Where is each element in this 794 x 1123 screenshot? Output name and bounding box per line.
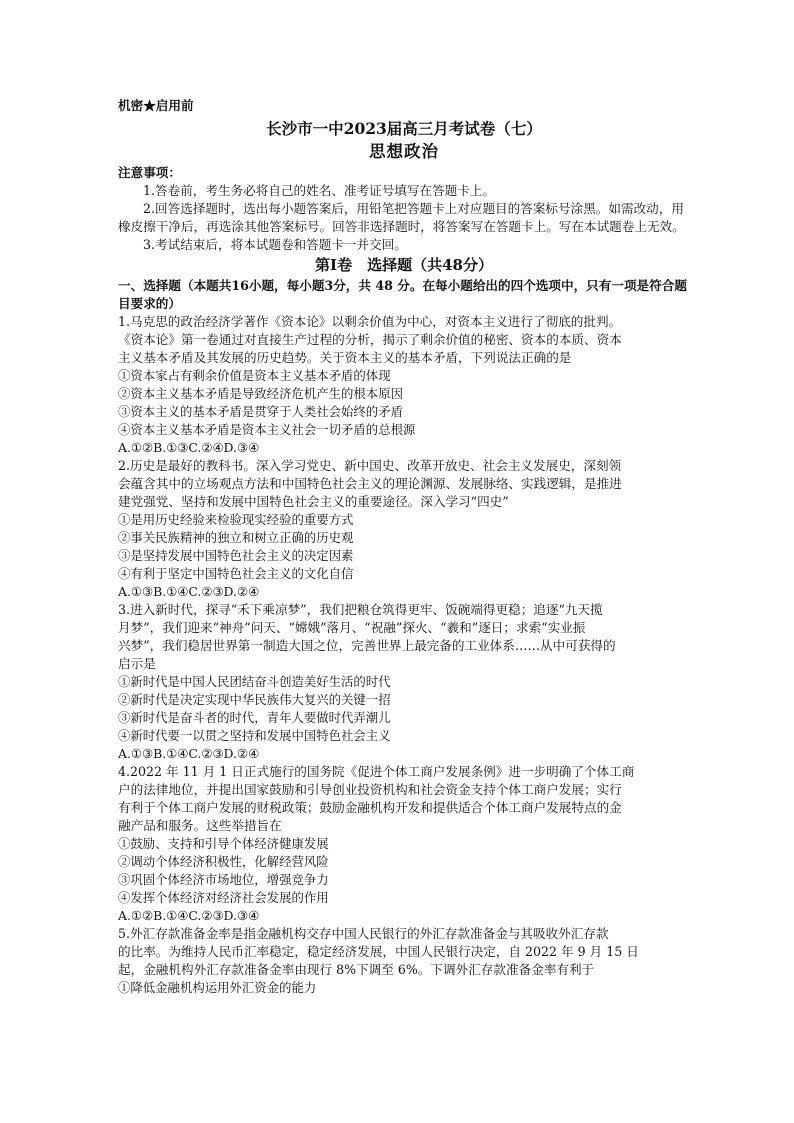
question-option: ①是用历史经验来检验现实经验的重要方式 (118, 512, 354, 527)
question-option: ③巩固个体经济市场地位，增强竞争力 (118, 872, 329, 887)
confidential-label: 机密★启用前 (118, 98, 194, 113)
question-stem-line: 启示是 (118, 656, 156, 671)
question-stem-line: 户的法律地位，并提出国家鼓励和引导创业投资机构和社会资金支持个体工商户发展；实行 (118, 782, 622, 797)
question-option: ①新时代是中国人民团结奋斗创造美好生活的时代 (118, 674, 391, 689)
question-stem-line: 主义基本矛盾及其发展的历史趋势。关于资本主义的基本矛盾，下列说法正确的是 (118, 350, 572, 365)
question-stem-line: 月梦”，我们迎来“神舟”问天、“嫦娥”落月、“祝融”探火、“羲和”逐日；求索“实业振 (118, 620, 586, 635)
question-stem-line: 会蕴含其中的立场观点方法和中国特色社会主义的理论渊源、发展脉络、实践逻辑，是推进 (118, 476, 622, 491)
section-title: 第Ⅰ卷 选择题（共48分） (315, 256, 493, 274)
question-option: ②调动个体经济积极性，化解经营风险 (118, 854, 329, 869)
exam-title: 长沙市一中2023届高三月考试卷（七） (266, 119, 542, 138)
question-option: ②资本主义基本矛盾是导致经济危机产生的根本原因 (118, 386, 403, 401)
answer-choices: A.①②B.①③C.②④D.③④ (118, 440, 260, 455)
question-stem-line: 起，金融机构外汇存款准备金率由现行 8%下调至 6%。下调外汇存款准备金率有利于 (118, 962, 595, 977)
question-stem-line: 2.历史是最好的教科书。深入学习党史、新中国史、改革开放史、社会主义发展史，深刻领 (118, 458, 622, 473)
question-2 (118, 457, 690, 601)
question-option: ②新时代是决定实现中华民族伟大复兴的关键一招 (118, 692, 391, 707)
question-stem-line: 3.进入新时代，探寻“禾下乘凉梦”，我们把粮仓筑得更牢、饭碗端得更稳；追逐“九天揽 (118, 602, 603, 617)
section-instruction: 一、选择题（本题共16小题，每小题3分，共 48 分。在每小题给出的四个选项中，只有一项是符合题目要求的） (118, 278, 687, 311)
question-option: ④资本主义基本矛盾是资本主义社会一切矛盾的总根源 (118, 422, 416, 437)
question-stem-line: 5.外汇存款准备金率是指金融机构交存中国人民银行的外汇存款准备金与其吸收外汇存款 (118, 926, 609, 941)
question-option: ④有利于坚定中国特色社会主义的文化自信 (118, 566, 354, 581)
subject-title: 思想政治 (369, 142, 439, 161)
question-option: ④发挥个体经济对经济社会发展的作用 (118, 890, 329, 905)
question-stem-line: 兴梦”，我们稳居世界第一制造大国之位，完善世界上最完备的工业体系……从中可获得的 (118, 638, 616, 653)
question-option: ③资本主义的基本矛盾是贯穿于人类社会始终的矛盾 (118, 404, 403, 419)
question-stem-line: 4.2022 年 11 月 1 日正式施行的国务院《促进个体工商户发展条例》进一步明确了个体工商 (118, 764, 635, 779)
question-stem-line: 1.马克思的政治经济学著作《资本论》以剩余价值为中心，对资本主义进行了彻底的批判。 (118, 314, 622, 329)
answer-choices: A.①③B.①④C.②③D.②④ (118, 584, 260, 599)
question-4 (118, 763, 690, 925)
question-option: ①鼓励、支持和引导个体经济健康发展 (118, 836, 329, 851)
question-option: ③新时代是奋斗者的时代，青年人要做时代弄潮儿 (118, 710, 391, 725)
question-5 (118, 925, 690, 997)
question-option: ③是坚持发展中国特色社会主义的决定因素 (118, 548, 354, 563)
question-option: ①降低金融机构运用外汇资金的能力 (118, 980, 317, 995)
question-stem-line: 的比率。为维持人民币汇率稳定，稳定经济发展，中国人民银行决定，自 2022 年 9 月 15 日 (118, 944, 639, 959)
answer-choices: A.①③B.①④C.②③D.②④ (118, 746, 260, 761)
exam-page (118, 97, 690, 997)
question-3 (118, 601, 690, 763)
question-stem-line: 建党强党、坚持和发展中国特色社会主义的重要途径。深入学习“四史” (118, 494, 509, 509)
question-stem-line: 有利于个体工商户发展的财税政策；鼓励金融机构开发和提供适合个体工商户发展特点的金 (118, 800, 622, 815)
note-item: 3.考试结束后，将本试题卷和答题卡一并交回。 (143, 237, 407, 252)
notes-block (118, 164, 690, 254)
answer-choices: A.①②B.①④C.②③D.③④ (118, 908, 260, 923)
question-stem-line: 《资本论》第一卷通过对直接生产过程的分析，揭示了剩余价值的秘密、资本的本质、资本 (118, 332, 622, 347)
question-option: ①资本家占有剩余价值是资本主义基本矛盾的体现 (118, 368, 391, 383)
question-stem-line: 融产品和服务。这些举措旨在 (118, 818, 282, 833)
question-1 (118, 313, 690, 457)
question-option: ②事关民族精神的独立和树立正确的历史观 (118, 530, 354, 545)
notes-heading: 注意事项： (118, 165, 181, 180)
note-item: 1.答卷前，考生务必将自己的姓名、准考证号填写在答题卡上。 (143, 183, 496, 198)
note-item: 2.回答选择题时，选出每小题答案后，用铅笔把答题卡上对应题目的答案标号涂黑。如需改动，用橡皮擦干净后，再选涂其他答案标号。回答非选择题时，将答案写在答题卡上。写在本试题卷上无效。 (118, 201, 685, 234)
question-option: ④新时代要一以贯之坚持和发展中国特色社会主义 (118, 728, 391, 743)
